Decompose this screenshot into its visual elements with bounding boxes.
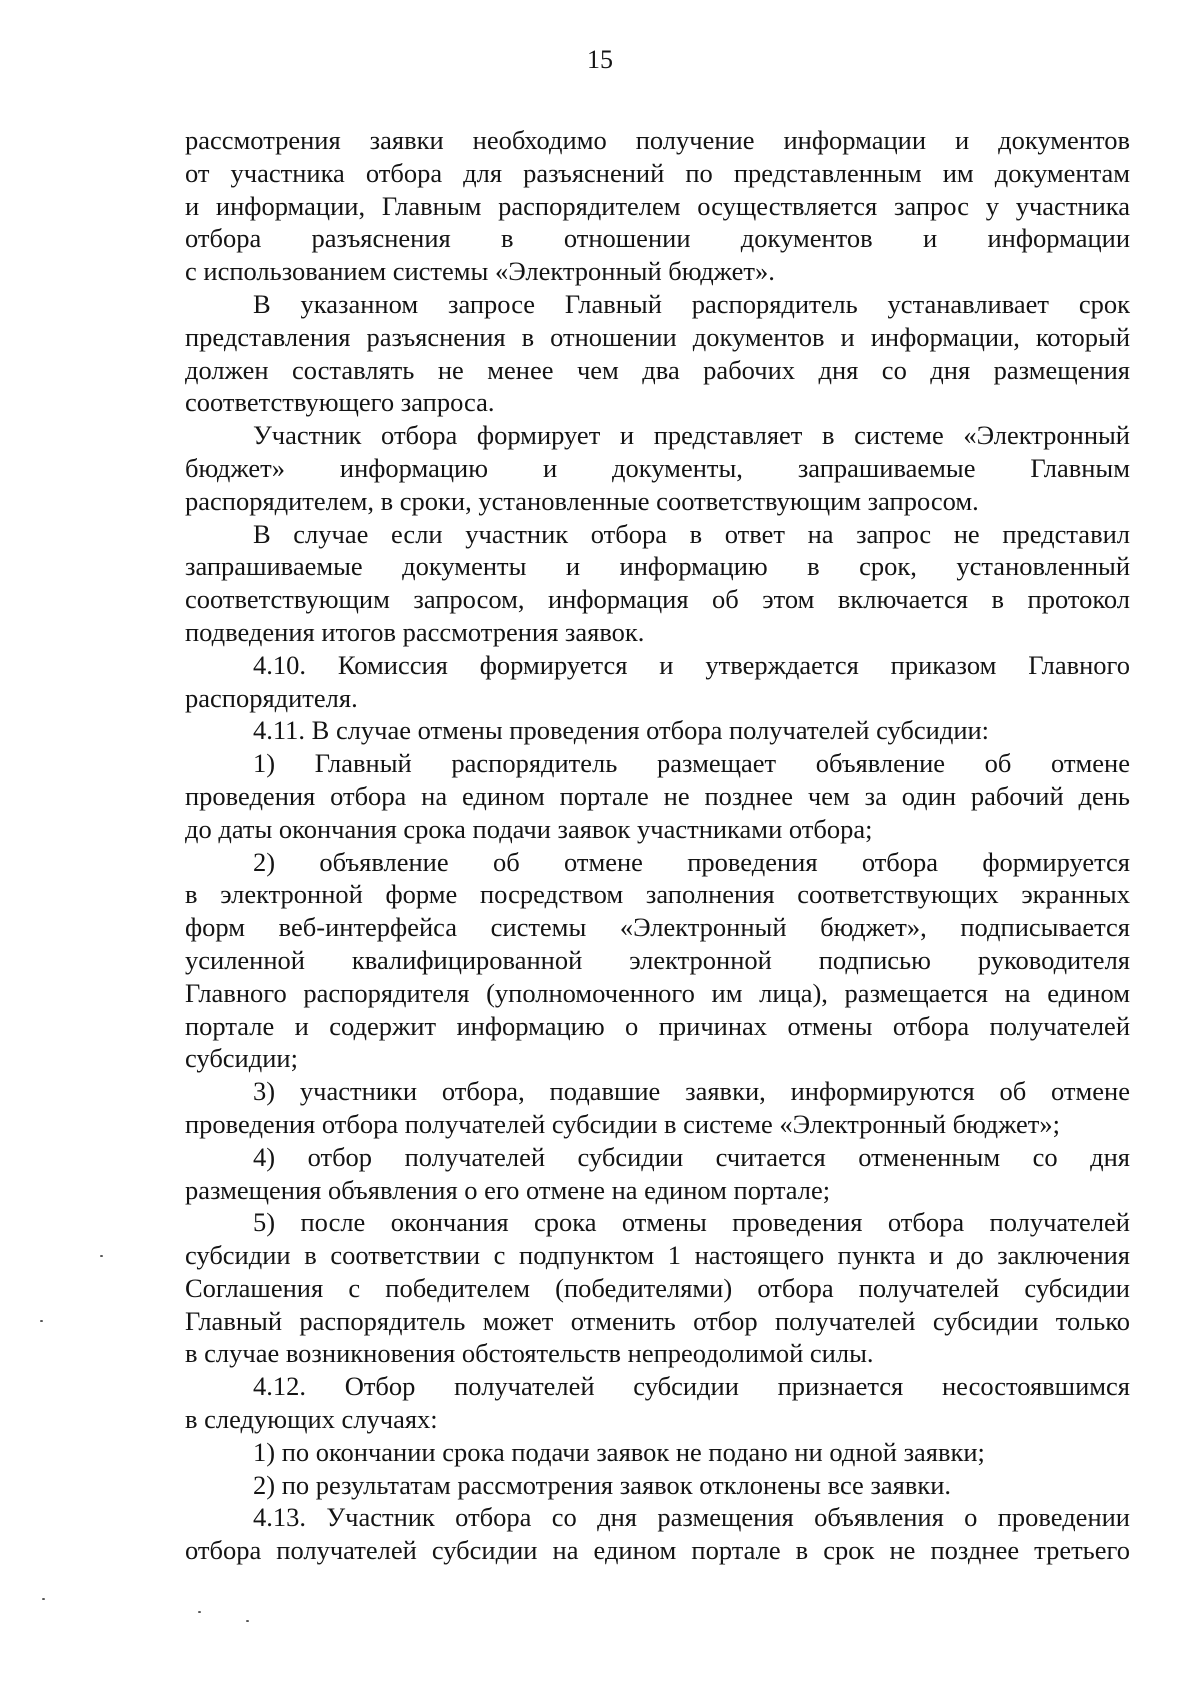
text-line: распорядителем, в сроки, установленные соответствующим запросом. <box>185 485 979 516</box>
paragraph <box>185 1469 1130 1502</box>
text-line: в электронной форме посредством заполнения соответствующих экранных <box>185 879 1130 910</box>
paragraph <box>185 419 1130 517</box>
text-line: распорядителя. <box>185 682 358 713</box>
paragraph <box>185 747 1130 845</box>
text-line: размещения объявления о его отмене на едином портале; <box>185 1174 831 1205</box>
text-line: В случае если участник отбора в ответ на запрос не представил <box>253 518 1130 549</box>
text-line: Участник отбора формирует и представляет в системе «Электронный <box>253 420 1130 451</box>
text-line: 3) участники отбора, подавшие заявки, информируются об отмене <box>253 1076 1130 1107</box>
paragraph <box>185 1501 1130 1567</box>
scan-speck <box>40 1320 43 1322</box>
paragraph <box>185 1436 1130 1469</box>
text-line: форм веб-интерфейса системы «Электронный бюджет», подписывается <box>185 912 1130 943</box>
text-line: 2) по результатам рассмотрения заявок отклонены все заявки. <box>253 1469 952 1500</box>
text-line: соответствующего запроса. <box>185 387 495 418</box>
paragraph <box>185 1141 1130 1207</box>
text-line: субсидии в соответствии с подпунктом 1 настоящего пункта и до заключения <box>185 1240 1130 1271</box>
paragraph <box>185 649 1130 715</box>
text-line: 2) объявление об отмене проведения отбора формируется <box>253 846 1130 877</box>
text-line: портале и содержит информацию о причинах отмены отбора получателей <box>185 1010 1130 1041</box>
text-line: 4.10. Комиссия формируется и утверждается приказом Главного <box>253 649 1130 680</box>
text-line: В указанном запросе Главный распорядитель устанавливает срок <box>253 288 1130 319</box>
text-line: Главного распорядителя (уполномоченного им лица), размещается на едином <box>185 977 1130 1008</box>
text-line: до даты окончания срока подачи заявок участниками отбора; <box>185 813 873 844</box>
paragraph <box>185 846 1130 1076</box>
paragraph <box>185 1075 1130 1141</box>
text-line: должен составлять не менее чем два рабочих дня со дня размещения <box>185 354 1130 385</box>
text-line: субсидии; <box>185 1043 298 1074</box>
text-line: в следующих случаях: <box>185 1404 438 1435</box>
text-line: 4) отбор получателей субсидии считается отмененным со дня <box>253 1141 1130 1172</box>
text-line: отбора получателей субсидии на едином портале в срок не позднее третьего <box>185 1535 1130 1566</box>
text-line: подведения итогов рассмотрения заявок. <box>185 616 645 647</box>
scan-speck <box>100 1255 103 1257</box>
text-line: Соглашения с победителем (победителями) отбора получателей субсидии <box>185 1272 1130 1303</box>
scan-speck <box>198 1611 201 1613</box>
body-text <box>185 124 1130 1567</box>
scan-speck <box>42 1598 45 1600</box>
text-line: бюджет» информацию и документы, запрашиваемые Главным <box>185 452 1130 483</box>
text-line: рассмотрения заявки необходимо получение информации и документов <box>185 125 1130 155</box>
scan-speck <box>246 1620 249 1622</box>
text-line: Главный распорядитель может отменить отбор получателей субсидии только <box>185 1305 1130 1336</box>
page-number: 15 <box>587 45 613 74</box>
text-line: 4.11. В случае отмены проведения отбора получателей субсидии: <box>253 715 990 746</box>
text-line: в случае возникновения обстоятельств непреодолимой силы. <box>185 1338 874 1369</box>
text-line: с использованием системы «Электронный бюджет». <box>185 256 775 287</box>
text-line: и информации, Главным распорядителем осуществляется запрос у участника <box>185 190 1130 221</box>
paragraph <box>185 518 1130 649</box>
text-line: от участника отбора для разъяснений по представленным им документам <box>185 157 1130 188</box>
paragraph <box>185 1206 1130 1370</box>
text-line: проведения отбора на едином портале не позднее чем за один рабочий день <box>185 780 1130 811</box>
text-line: соответствующим запросом, информация об этом включается в протокол <box>185 584 1130 615</box>
text-line: представления разъяснения в отношении документов и информации, который <box>185 321 1130 352</box>
text-line: 5) после окончания срока отмены проведения отбора получателей <box>253 1207 1130 1238</box>
text-line: 4.13. Участник отбора со дня размещения объявления о проведении <box>253 1502 1130 1533</box>
text-line: 1) Главный распорядитель размещает объявление об отмене <box>253 748 1130 779</box>
paragraph <box>185 1370 1130 1436</box>
text-line: усиленной квалифицированной электронной подписью руководителя <box>185 944 1130 975</box>
text-line: 4.12. Отбор получателей субсидии признается несостоявшимся <box>253 1371 1130 1402</box>
text-line: 1) по окончании срока подачи заявок не подано ни одной заявки; <box>253 1436 985 1467</box>
text-line: отбора разъяснения в отношении документов и информации <box>185 223 1130 254</box>
paragraph <box>185 288 1130 419</box>
text-line: запрашиваемые документы и информацию в срок, установленный <box>185 551 1130 582</box>
paragraph <box>185 124 1130 288</box>
paragraph <box>185 714 1130 747</box>
text-line: проведения отбора получателей субсидии в системе «Электронный бюджет»; <box>185 1108 1060 1139</box>
